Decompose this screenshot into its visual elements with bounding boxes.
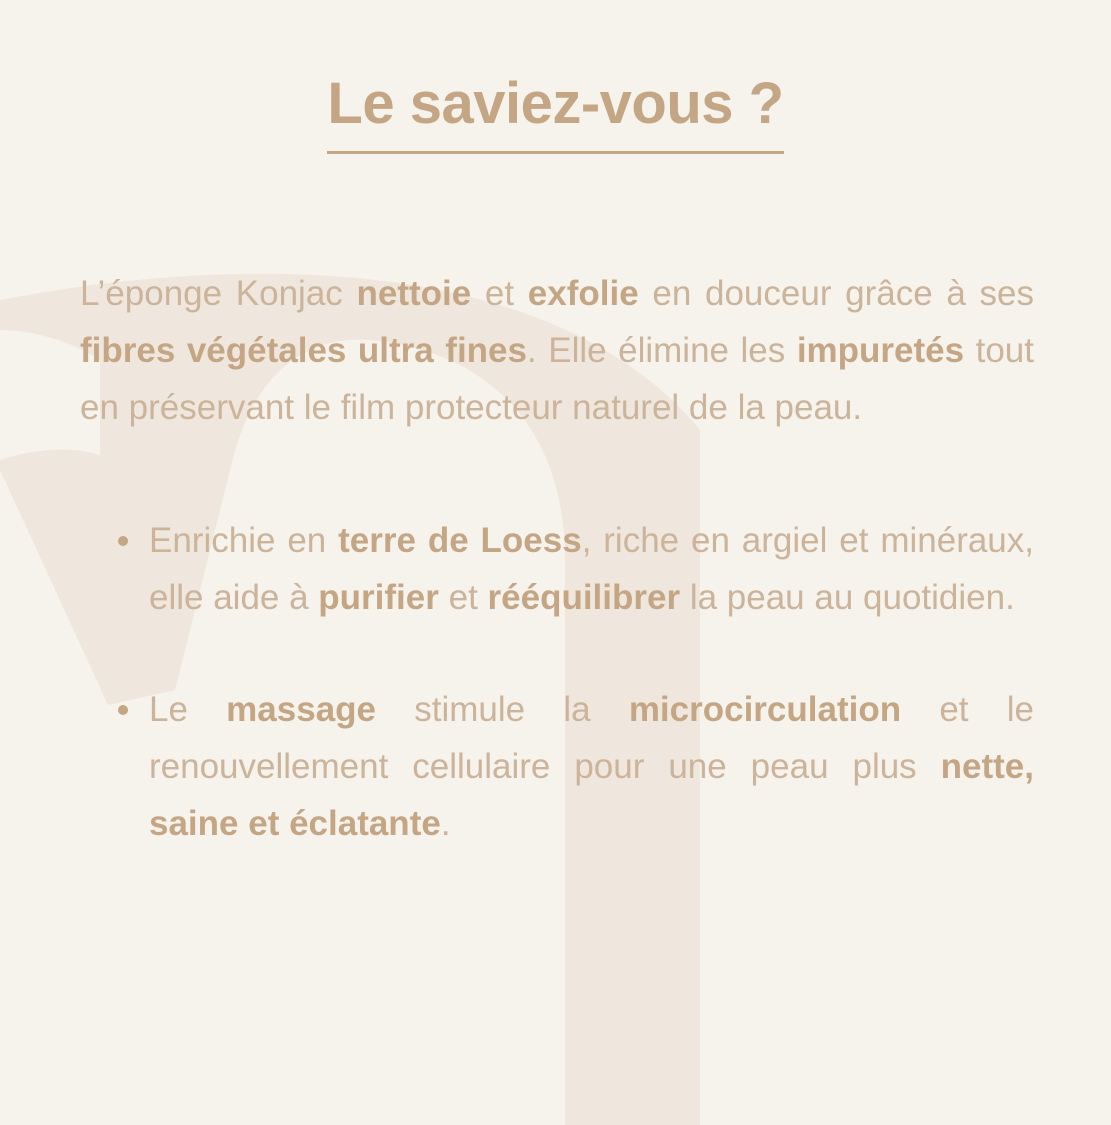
bullet-list [118,512,1034,907]
text-run: et [471,274,528,313]
text-run: Le [149,690,227,729]
text-run: en douceur grâce à ses [638,274,1035,313]
text-run: tout en préservant le film protecteur naturel de la peau. [80,331,1034,427]
text-run: stimule la [376,690,629,729]
text-run: et [438,578,488,617]
bullet-dot-icon [118,705,128,715]
text-run: L’éponge Konjac [80,274,357,313]
text-run: Enrichie en [149,521,339,560]
intro-paragraph [80,265,1034,436]
bold-text: purifier [318,578,439,617]
bold-text: fibres végétales ultra fines [80,331,527,370]
bold-text: nette, saine et éclatante [149,747,1034,843]
text-run: . [440,804,451,843]
page-title: Le saviez-vous ? [327,70,783,154]
bold-text: exfolie [527,274,639,313]
text-run: , riche en argiel et minéraux, elle aide à [149,521,1035,617]
bullet-dot-icon [118,536,128,546]
bullet-text [149,681,1034,852]
bullet-text [149,512,1034,626]
text-run: la peau au quotidien. [680,578,1015,617]
text-run: . Elle élimine les [526,331,797,370]
list-item [118,681,1034,852]
bold-text: terre de Loess [338,521,582,560]
bold-text: massage [226,690,376,729]
bold-text: nettoie [356,274,472,313]
text-run: et le renouvellement cellulaire pour une peau plus [149,690,1035,786]
list-item [118,512,1034,626]
title-wrap [0,70,1111,154]
bold-text: impuretés [796,331,965,370]
bold-text: microcirculation [628,690,902,729]
bold-text: rééquilibrer [487,578,681,617]
